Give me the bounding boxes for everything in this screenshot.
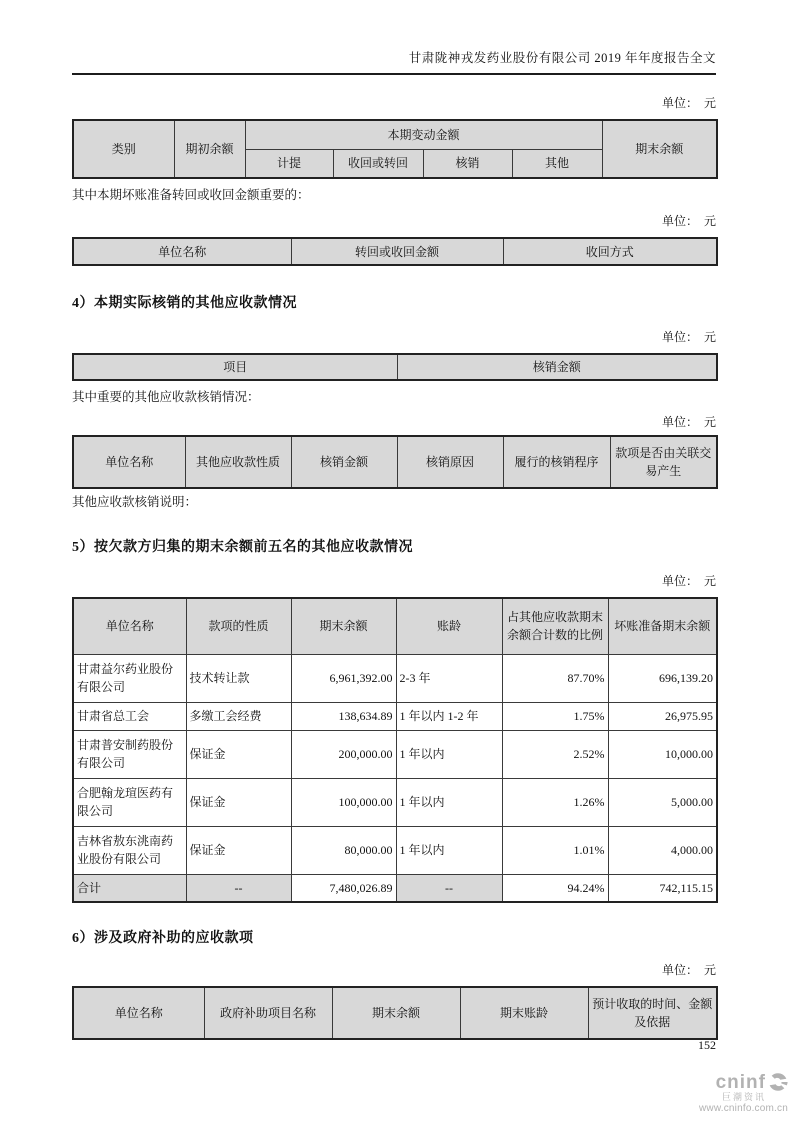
unit-label-text: 单位： 元	[661, 96, 716, 110]
col-header-closing-aging: 期末账龄	[460, 987, 588, 1039]
unit-label	[72, 96, 716, 110]
cell-total-label: 合计	[73, 874, 186, 902]
col-header-opening-balance: 期初余额	[174, 120, 245, 178]
section-heading-6: 6）涉及政府补助的应收款项	[72, 931, 254, 946]
reversal-recovery-table	[72, 237, 718, 266]
cell-ratio: 1.26%	[502, 778, 608, 826]
col-header-receivable-nature: 其他应收款性质	[185, 436, 291, 488]
cell-closing-balance: 200,000.00	[291, 730, 396, 778]
page-number: 152	[698, 1038, 716, 1052]
unit-label-text: 单位： 元	[661, 963, 716, 977]
table-total-row	[73, 874, 717, 902]
table-row	[73, 654, 717, 702]
col-header-writeoff-amount: 核销金额	[397, 354, 717, 380]
unit-label	[72, 214, 716, 228]
col-header-writeoff-amount: 核销金额	[291, 436, 397, 488]
cell-ratio: 87.70%	[502, 654, 608, 702]
cell-fund-nature: 技术转让款	[186, 654, 291, 702]
important-writeoff-table	[72, 435, 718, 489]
col-header-accrual: 计提	[245, 149, 333, 178]
cell-unit-name: 甘肃益尔药业股份有限公司	[73, 654, 186, 702]
unit-label-text: 单位： 元	[661, 330, 716, 344]
report-title: 甘肃陇神戎发药业股份有限公司 2019 年年度报告全文	[408, 51, 716, 65]
cell-provision: 26,975.95	[608, 702, 717, 730]
table-row	[73, 730, 717, 778]
cell-total-provision: 742,115.15	[608, 874, 717, 902]
cell-fund-nature: 多缴工会经费	[186, 702, 291, 730]
unit-label	[72, 963, 716, 977]
cninfo-url: www.cninfo.com.cn	[699, 1103, 788, 1114]
unit-label-text: 单位： 元	[661, 214, 716, 228]
cell-closing-balance: 100,000.00	[291, 778, 396, 826]
col-header-expected-collection: 预计收取的时间、金额及依据	[588, 987, 717, 1039]
col-header-writeoff-procedure: 履行的核销程序	[503, 436, 610, 488]
cninfo-chinese-name: 巨潮资讯	[721, 1092, 766, 1102]
col-header-provision-balance: 坏账准备期末余额	[608, 598, 717, 654]
table-row	[73, 778, 717, 826]
col-header-fund-nature: 款项的性质	[186, 598, 291, 654]
unit-label-text: 单位： 元	[661, 415, 716, 429]
note-writeoff-explanation: 其他应收款核销说明：	[72, 495, 198, 509]
bad-debt-change-table	[72, 119, 718, 179]
section-heading-4: 4）本期实际核销的其他应收款情况	[72, 296, 297, 311]
table-row	[73, 702, 717, 730]
cell-aging: 1 年以内	[396, 778, 502, 826]
cell-aging: 1 年以内 1-2 年	[396, 702, 502, 730]
cninfo-logo	[678, 1072, 788, 1114]
top-five-receivables-table	[72, 597, 718, 903]
cell-closing-balance: 6,961,392.00	[291, 654, 396, 702]
cell-provision: 696,139.20	[608, 654, 717, 702]
col-header-closing-balance: 期末余额	[602, 120, 717, 178]
col-header-unit-name: 单位名称	[73, 436, 185, 488]
cell-total-balance: 7,480,026.89	[291, 874, 396, 902]
cell-fund-nature: 保证金	[186, 778, 291, 826]
col-header-grant-project: 政府补助项目名称	[204, 987, 332, 1039]
cell-unit-name: 甘肃省总工会	[73, 702, 186, 730]
col-header-category: 类别	[73, 120, 174, 178]
cell-provision: 5,000.00	[608, 778, 717, 826]
col-header-ratio: 占其他应收款期末余额合计数的比例	[502, 598, 608, 654]
cninfo-swirl-icon	[768, 1072, 788, 1092]
cell-ratio: 1.01%	[502, 826, 608, 874]
unit-label	[72, 415, 716, 429]
cell-ratio: 1.75%	[502, 702, 608, 730]
unit-label	[72, 330, 716, 344]
col-header-reversal-amount: 转回或收回金额	[291, 238, 503, 265]
col-header-other: 其他	[512, 149, 602, 178]
cell-ratio: 2.52%	[502, 730, 608, 778]
cell-total-aging: --	[396, 874, 502, 902]
cell-total-nature: --	[186, 874, 291, 902]
cell-fund-nature: 保证金	[186, 730, 291, 778]
col-header-closing-balance: 期末余额	[291, 598, 396, 654]
cell-aging: 2-3 年	[396, 654, 502, 702]
cell-provision: 4,000.00	[608, 826, 717, 874]
col-header-unit-name: 单位名称	[73, 238, 291, 265]
cell-total-ratio: 94.24%	[502, 874, 608, 902]
col-header-unit-name: 单位名称	[73, 987, 204, 1039]
cninfo-brand-text: cninf	[715, 1071, 766, 1093]
col-header-aging: 账龄	[396, 598, 502, 654]
section-heading-5: 5）按欠款方归集的期末余额前五名的其他应收款情况	[72, 540, 413, 555]
col-header-item: 项目	[73, 354, 397, 380]
unit-label-text: 单位： 元	[661, 574, 716, 588]
col-header-related-party: 款项是否由关联交易产生	[610, 436, 717, 488]
col-header-unit-name: 单位名称	[73, 598, 186, 654]
cell-unit-name: 吉林省敖东洮南药业股份有限公司	[73, 826, 186, 874]
note-important-writeoff: 其中重要的其他应收款核销情况：	[72, 390, 260, 404]
government-grant-table	[72, 986, 718, 1040]
cell-provision: 10,000.00	[608, 730, 717, 778]
table-row	[73, 826, 717, 874]
col-header-closing-balance: 期末余额	[332, 987, 460, 1039]
cell-closing-balance: 138,634.89	[291, 702, 396, 730]
cell-closing-balance: 80,000.00	[291, 826, 396, 874]
cell-aging: 1 年以内	[396, 730, 502, 778]
col-header-recover: 收回或转回	[333, 149, 423, 178]
writeoff-items-table	[72, 353, 718, 381]
col-header-current-change: 本期变动金额	[245, 120, 602, 149]
note-important-reversal: 其中本期坏账准备转回或收回金额重要的：	[72, 188, 310, 202]
col-header-recovery-method: 收回方式	[503, 238, 717, 265]
col-header-writeoff-reason: 核销原因	[397, 436, 503, 488]
cell-unit-name: 甘肃普安制药股份有限公司	[73, 730, 186, 778]
cell-fund-nature: 保证金	[186, 826, 291, 874]
report-header	[72, 48, 716, 75]
cell-unit-name: 合肥翰龙瑄医药有限公司	[73, 778, 186, 826]
cell-aging: 1 年以内	[396, 826, 502, 874]
col-header-writeoff: 核销	[423, 149, 512, 178]
unit-label	[72, 574, 716, 588]
